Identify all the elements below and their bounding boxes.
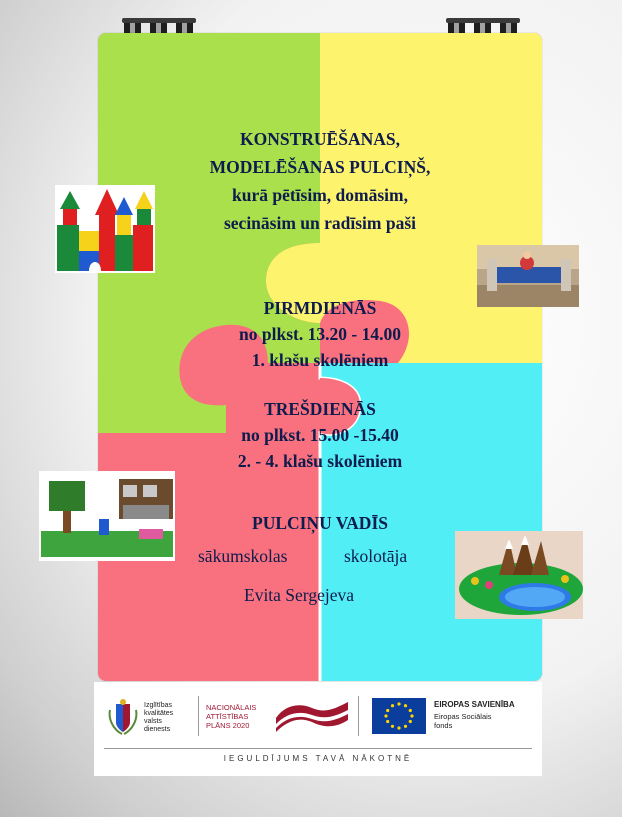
leader-name: Evita Sergejeva [244, 585, 354, 605]
monday-day: PIRMDIENĀS [263, 298, 377, 318]
ikvd-line-4: dienests [144, 726, 171, 733]
photo-paper-model [477, 245, 579, 307]
latvia-coat-of-arms-icon [108, 698, 138, 736]
ikvd-line-1: Izglītības [144, 702, 173, 709]
photo-lego-scene [39, 471, 175, 561]
heading-line-1: KONSTRUĒŠANAS, [240, 129, 400, 149]
heading-line-2: MODELĒŠANAS PULCIŅŠ, [209, 157, 431, 177]
wednesday-day: TREŠDIENĀS [264, 399, 376, 419]
footer-divider-2 [358, 696, 359, 736]
monday-time: no plkst. 13.20 - 14.00 [239, 324, 401, 344]
ikvd-line-3: valsts [144, 718, 162, 725]
footer-divider-1 [198, 696, 199, 736]
footer-slogan: IEGULDĪJUMS TAVĀ NĀKOTNĒ [223, 754, 413, 763]
eu-sub [434, 712, 492, 730]
wednesday-group: 2. - 4. klašu skolēniem [237, 451, 403, 471]
footer-rule [104, 748, 532, 749]
monday-group: 1. klašu skolēniem [251, 350, 389, 370]
ikvd-text [144, 702, 173, 734]
photo-clay-model [455, 531, 583, 619]
nap-line-3: PLĀNS 2020 [206, 721, 250, 730]
nap-text [206, 703, 256, 730]
eu-sub-line-1: Eiropas Sociālais [434, 712, 492, 721]
leader-role-a: sākumskolas [198, 546, 288, 566]
eu-title: EIROPAS SAVIENĪBA [434, 700, 515, 709]
leader-role-b: skolotāja [344, 546, 408, 566]
leader-title: PULCIŅU VADĪS [252, 513, 388, 533]
wednesday-time: no plkst. 15.00 -15.40 [241, 425, 399, 445]
club-heading [150, 125, 490, 237]
funding-footer [94, 682, 542, 776]
heading-line-3: kurā pētīsim, domāsim, [232, 185, 408, 205]
nap-line-2: ATTĪSTĪBAS [206, 712, 249, 721]
heading-line-4: secināsim un radīsim paši [223, 213, 417, 233]
photo-block-castle [55, 185, 155, 273]
nap-line-1: NACIONĀLAIS [206, 703, 257, 712]
monday-block [150, 295, 490, 373]
eu-flag-icon [372, 698, 426, 734]
nap-flag-icon [274, 698, 350, 736]
eu-sub-line-2: fonds [434, 721, 453, 730]
wednesday-block [150, 396, 490, 474]
ikvd-line-2: kvalitātes [144, 710, 174, 717]
